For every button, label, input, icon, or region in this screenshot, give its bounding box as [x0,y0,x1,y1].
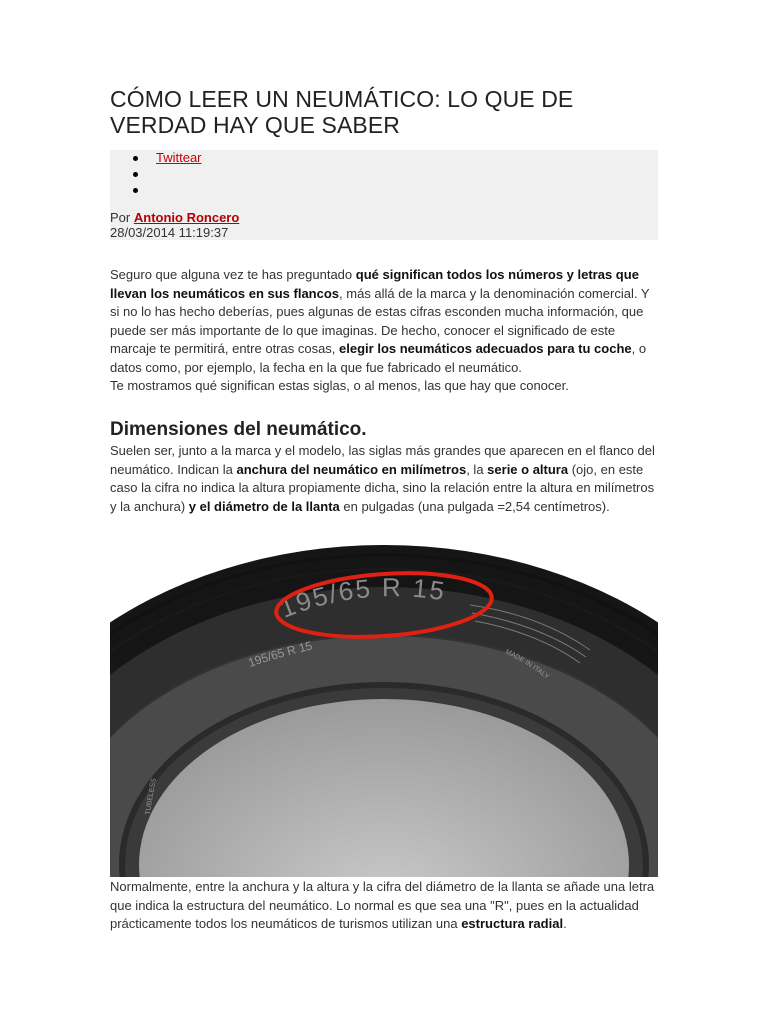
article-title: CÓMO LEER UN NEUMÁTICO: LO QUE DE VERDAD HAY QUE SABER [110,86,574,138]
section-text: , la [466,461,488,477]
bullet-icon [133,172,138,177]
section-heading: Dimensiones del neumático. [110,419,367,440]
sidewall-small-text: 195/65 R 15 [246,638,314,670]
section-bold: anchura del neumático en milímetros [236,461,467,477]
section-text: Suelen ser, junto a la marca y el modelo, las siglas más grandes que aparecen en el flanco del neumático. Indican la [110,443,655,477]
tubeless-text: TUBELESS [145,777,158,816]
bullet-icon [133,188,138,193]
intro-text: , o datos como, por ejemplo, la fecha en la que fue fabricado el neumático. [110,341,647,375]
byline [110,210,239,240]
publish-datetime: 28/03/2014 11:19:37 [110,225,229,240]
intro-text: Te mostramos qué significan estas siglas, o al menos, las que hay que conocer. [110,378,569,393]
section-text: en pulgadas (una pulgada =2,54 centímetros). [339,498,610,514]
made-in-text: MADE IN ITALY [504,648,551,681]
author-link[interactable]: Antonio Roncero [133,210,240,225]
byline-prefix: Por [110,210,131,225]
intro-bold: qué significan todos los números y letras que llevan los neumáticos en sus flancos [110,267,639,301]
section-paragraph [110,442,658,516]
intro-bold: elegir los neumáticos adecuados para tu coche [339,341,632,356]
section-text: (ojo, en este caso la cifra no indica la altura propiamente dicha, sino la relación entre la altura en milímetros y la anchura) [110,461,655,514]
bullet-icon [133,156,138,161]
intro-text: Seguro que alguna vez te has preguntado [110,267,356,282]
closing-paragraph [110,878,658,934]
closing-bold: estructura radial [461,916,564,931]
tire-image [110,535,658,877]
closing-text: Normalmente, entre la anchura y la altura y la cifra del diámetro de la llanta se añade una letra que indica la estructura del neumático. Lo normal es que sea una "R", pues en la actualidad prácticamente todos los neumáticos de turismos utilizan una [110,879,655,931]
section-bold: serie o altura [487,461,569,477]
share-box [110,150,658,240]
tire-illustration [110,535,658,877]
closing-text: . [563,916,567,931]
twitter-share-link[interactable]: Twittear [156,150,202,165]
section-bold: y el diámetro de la llanta [188,498,340,514]
intro-paragraph [110,266,658,396]
sidewall-size-text: 195/65 R 15 [275,572,449,624]
intro-text: , más allá de la marca y la denominación comercial. Y si no lo has hecho deberías, pues algunas de estas cifras esconden mucha información, que puede ser más importante de lo que imaginas. De hecho, conocer el significado de este marcaje te permitirá, entre otras cosas, [110,285,650,356]
